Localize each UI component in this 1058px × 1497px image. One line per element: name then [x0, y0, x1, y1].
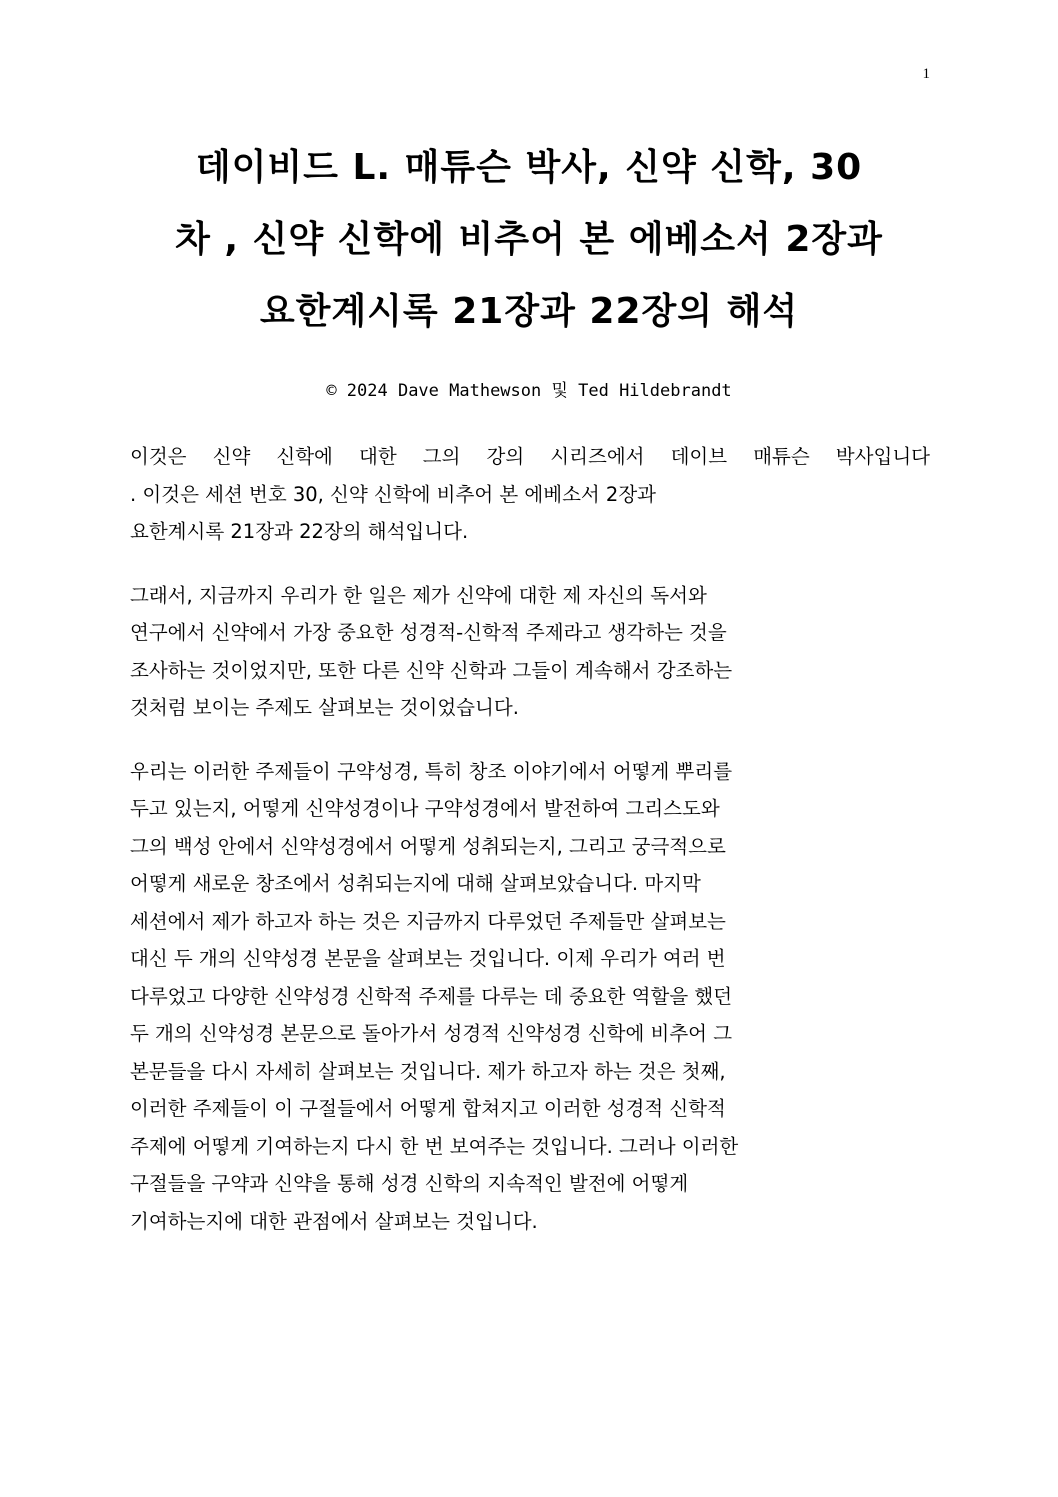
text-line: 조사하는 것이었지만, 또한 다른 신약 신학과 그들이 계속해서 강조하는 — [130, 658, 733, 682]
text-line: 구절들을 구약과 신약을 통해 성경 신학의 지속적인 발전에 어떻게 — [130, 1172, 689, 1195]
text-line: 것처럼 보이는 주제도 살펴보는 것이었습니다. — [130, 696, 519, 719]
document-body — [130, 438, 930, 1266]
text-line: 기여하는지에 대한 관점에서 살펴보는 것입니다. — [130, 1209, 538, 1233]
text-line: 다루었고 다양한 신약성경 신학적 주제를 다루는 데 중요한 역할을 했던 — [130, 984, 733, 1008]
text-line: 그래서, 지금까지 우리가 한 일은 제가 신약에 대한 제 자신의 독서와 — [130, 583, 707, 607]
paragraph — [130, 577, 930, 727]
text-line: 우리는 이러한 주제들이 구약성경, 특히 창조 이야기에서 어떻게 뿌리를 — [130, 759, 733, 783]
text-line: 본문들을 다시 자세히 살펴보는 것입니다. 제가 하고자 하는 것은 첫째, — [130, 1059, 726, 1083]
title-line: 데이비드 L. 매튜슨 박사, 신약 신학, 30 — [195, 147, 863, 188]
text-line: 대신 두 개의 신약성경 본문을 살펴보는 것입니다. 이제 우리가 여러 번 — [130, 947, 726, 970]
page-number: 1 — [922, 66, 930, 82]
text-line: 연구에서 신약에서 가장 중요한 성경적-신학적 주제라고 생각하는 것을 — [130, 621, 727, 644]
text-line: . 이것은 세션 번호 30, 신약 신학에 비추어 본 에베소서 2장과 — [130, 482, 657, 506]
text-line: 주제에 어떻게 기여하는지 다시 한 번 보여주는 것입니다. 그러나 이러한 — [130, 1134, 739, 1158]
text-line: 두고 있는지, 어떻게 신약성경이나 구약성경에서 발전하여 그리스도와 — [130, 797, 720, 820]
text-line: 두 개의 신약성경 본문으로 돌아가서 성경적 신약성경 신학에 비추어 그 — [130, 1022, 733, 1045]
text-line: 이것은 신약 신학에 대한 그의 강의 시리즈에서 데이브 매튜슨 박사입니다 — [130, 445, 930, 468]
title-line: 요한계시록 21장과 22장의 해석 — [259, 291, 799, 332]
text-line: 세션에서 제가 하고자 하는 것은 지금까지 다루었던 주제들만 살펴보는 — [130, 909, 726, 933]
text-line: 요한계시록 21장과 22장의 해석입니다. — [130, 520, 469, 543]
text-line: 이러한 주제들이 이 구절들에서 어떻게 합쳐지고 이러한 성경적 신학적 — [130, 1097, 726, 1120]
title-line: 차 , 신약 신학에 비추어 본 에베소서 2장과 — [175, 219, 883, 260]
paragraph — [130, 438, 930, 551]
copyright-notice: © 2024 Dave Mathewson 및 Ted Hildebrandt — [326, 381, 732, 401]
paragraph — [130, 753, 930, 1241]
document-title — [120, 132, 938, 348]
text-line: 그의 백성 안에서 신약성경에서 어떻게 성취되는지, 그리고 궁극적으로 — [130, 834, 726, 858]
text-line: 어떻게 새로운 창조에서 성취되는지에 대해 살펴보았습니다. 마지막 — [130, 872, 701, 895]
